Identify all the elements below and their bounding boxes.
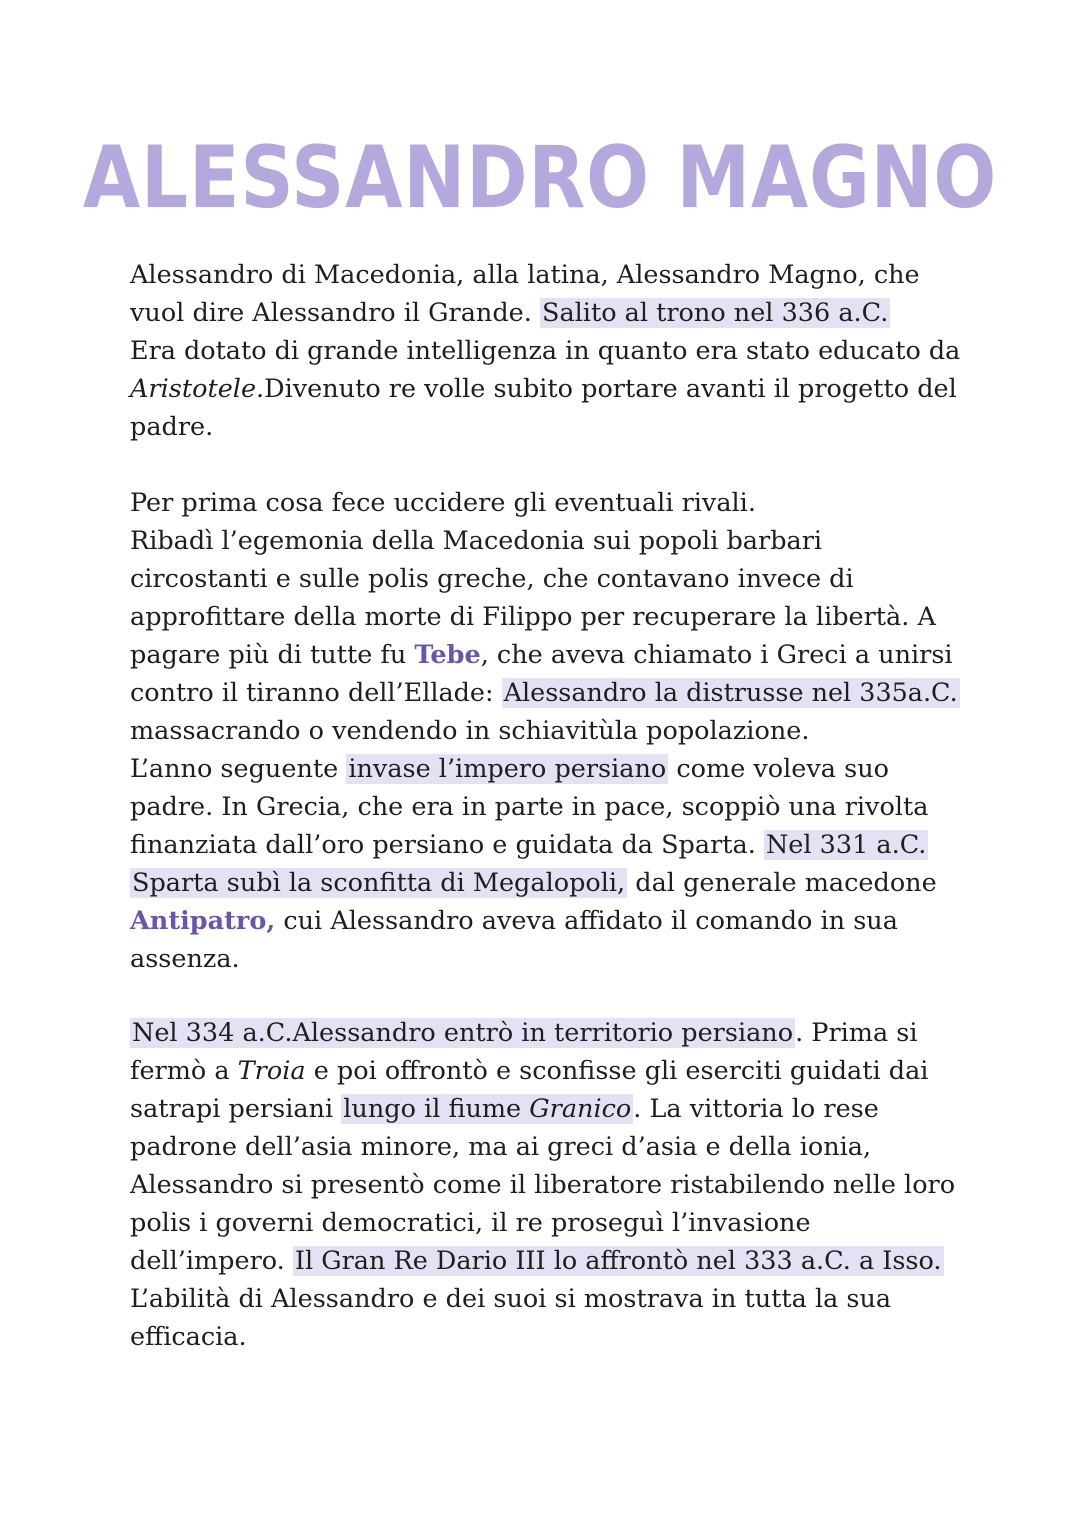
- text-run: dell’impero.: [130, 1246, 293, 1276]
- highlighted-text: Alessandro la distrusse nel 335a.C.: [503, 678, 958, 708]
- text-run: approfittare della morte di Filippo per recuperare la libertà. A: [130, 602, 936, 632]
- text-line: [130, 522, 960, 560]
- text-run: contro il tiranno dell’Ellade:: [130, 678, 502, 708]
- text-line: [130, 370, 960, 408]
- text-line: [130, 636, 960, 674]
- text-run: L’abilità di Alessandro e dei suoi si mostrava in tutta la sua: [130, 1284, 892, 1314]
- text-line: [130, 1090, 960, 1128]
- highlighted-text: Il Gran Re Dario III lo affrontò nel 333 a.C. a Isso.: [294, 1246, 942, 1276]
- highlighted-text: Sparta subì la sconfitta di Megalopoli,: [132, 868, 626, 898]
- text-line: [130, 940, 960, 978]
- text-run: Era dotato di grande intelligenza in quanto era stato educato da: [130, 336, 961, 366]
- text-line: [130, 408, 960, 446]
- text-line: [130, 826, 960, 864]
- text-run: Per prima cosa fece uccidere gli eventuali rivali.: [130, 488, 756, 518]
- text-line: [130, 332, 961, 370]
- text-run: satrapi persiani: [130, 1094, 342, 1124]
- text-run: cui Alessandro aveva affidato il comando in sua: [275, 906, 898, 936]
- text-run: massacrando o vendendo in schiavitùla popolazione.: [130, 716, 810, 746]
- text-line: [130, 1318, 960, 1356]
- text-line: [130, 484, 960, 522]
- text-line: [130, 1242, 960, 1280]
- text-run: padrone dell’asia minore, ma ai greci d’asia e della ionia,: [130, 1132, 872, 1162]
- text-line: [130, 712, 960, 750]
- text-line: [130, 674, 958, 712]
- text-run: Alessandro si presentò come il liberatore ristabilendo nelle loro: [130, 1170, 956, 1200]
- text-line: [130, 256, 960, 294]
- text-run: assenza.: [130, 944, 240, 974]
- text-line: [130, 750, 960, 788]
- text-line: [130, 1204, 960, 1242]
- text-run: polis i governi democratici, il re proseguì l’invasione: [130, 1208, 811, 1238]
- text-run: vuol dire Alessandro il Grande.: [130, 298, 540, 328]
- italic-text: Aristotele.: [130, 374, 265, 404]
- highlighted-text: Nel 334 a.C.Alessandro entrò in territorio persiano: [132, 1018, 794, 1048]
- text-run: Ribadì l’egemonia della Macedonia sui popoli barbari: [130, 526, 823, 556]
- text-run: , che aveva chiamato i Greci a unirsi: [480, 640, 953, 670]
- paragraph-intro: [130, 256, 960, 446]
- text-line: [130, 294, 960, 332]
- accent-text: Antipatro,: [130, 906, 276, 936]
- text-line: [130, 864, 960, 902]
- text-run: finanziata dall’oro persiano e guidata da Sparta.: [130, 830, 764, 860]
- text-line: [130, 598, 960, 636]
- italic-text: Troia: [237, 1056, 306, 1086]
- highlighted-text: [341, 1094, 633, 1124]
- text-run: come voleva suo: [668, 754, 889, 784]
- text-line: [130, 1166, 960, 1204]
- text-run: . Prima si: [795, 1018, 918, 1048]
- text-run: lungo il fiume: [343, 1094, 530, 1124]
- text-line: [130, 560, 960, 598]
- text-line: [130, 1280, 960, 1318]
- text-line: [130, 1052, 960, 1090]
- text-line: [130, 902, 960, 940]
- text-run: dal generale macedone: [627, 868, 937, 898]
- paragraph-persia: [130, 1014, 960, 1356]
- highlighted-text: invase l’impero persiano: [348, 754, 667, 784]
- text-line: [130, 788, 960, 826]
- highlighted-text: Salito al trono nel 336 a.C.: [541, 298, 889, 328]
- paragraph-campaigns: [130, 484, 960, 978]
- accent-text: Tebe: [414, 640, 481, 670]
- text-run: e poi offrontò e sconfisse gli eserciti guidati dai: [305, 1056, 929, 1086]
- text-run: Alessandro di Macedonia, alla latina, Alessandro Magno, che: [130, 260, 920, 290]
- highlighted-text: Nel 331 a.C.: [765, 830, 927, 860]
- text-run: L’anno seguente: [130, 754, 347, 784]
- text-run: . La vittoria lo rese: [633, 1094, 879, 1124]
- text-line: [130, 1014, 960, 1052]
- text-run: padre. In Grecia, che era in parte in pace, scoppiò una rivolta: [130, 792, 929, 822]
- text-line: [130, 1128, 960, 1166]
- text-run: efficacia.: [130, 1322, 247, 1352]
- text-run: fermò a: [130, 1056, 238, 1086]
- italic-text: Granico: [529, 1094, 632, 1124]
- text-run: padre.: [130, 412, 214, 442]
- text-run: pagare più di tutte fu: [130, 640, 415, 670]
- text-run: Divenuto re volle subito portare avanti il progetto del: [264, 374, 957, 404]
- page-title: ALESSANDRO MAGNO: [82, 128, 998, 228]
- text-run: circostanti e sulle polis greche, che contavano invece di: [130, 564, 854, 594]
